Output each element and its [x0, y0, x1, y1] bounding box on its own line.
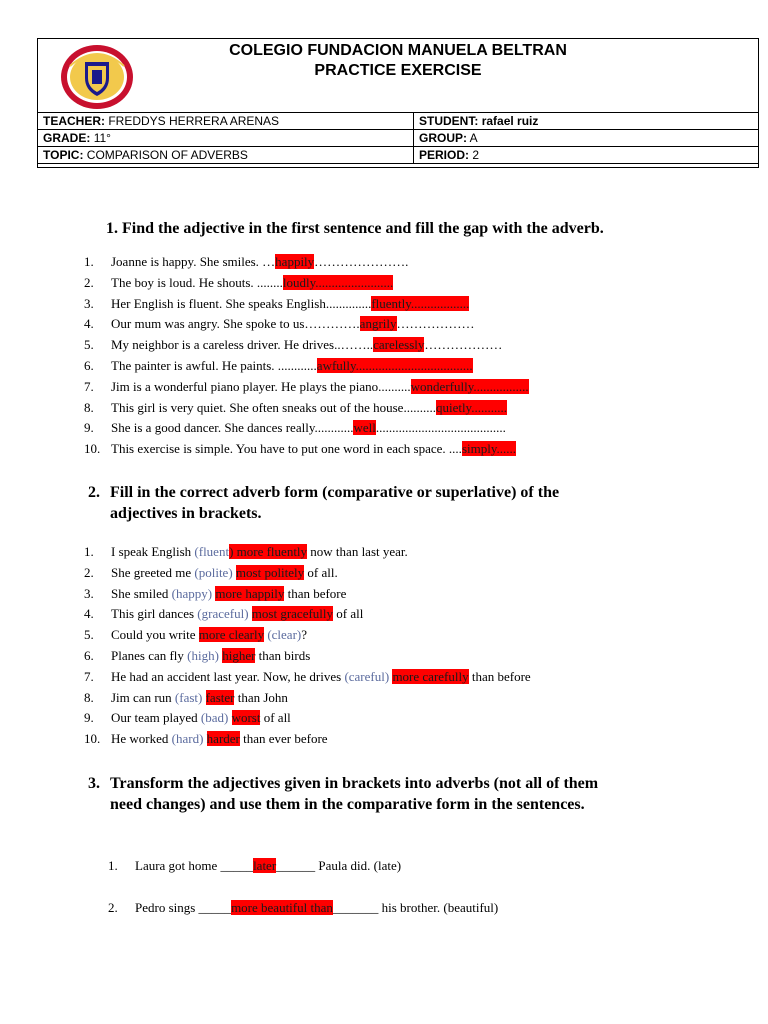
sentence-text: Her English is fluent. She speaks English.............. — [111, 295, 372, 311]
answer-highlight: worst — [231, 710, 261, 726]
bracket-adjective: (fluent — [194, 544, 230, 559]
list-item — [84, 273, 529, 294]
item-number: 6. — [84, 647, 94, 663]
trailing-dots: ……………… — [396, 316, 475, 332]
answer-highlight: well — [353, 420, 376, 436]
list-item — [84, 646, 531, 667]
item-number: 9. — [84, 710, 94, 726]
list-item — [108, 900, 498, 916]
bracket-adjective: (happy) — [171, 585, 216, 601]
sentence-text: Our mum was angry. She spoke to us…………. — [111, 316, 360, 332]
sentence-end: than John — [234, 689, 288, 705]
sentence-end: now than last year. — [307, 544, 408, 559]
sentence-end: _______ his brother. (beautiful) — [332, 900, 499, 915]
answer-highlight: wonderfully................. — [410, 378, 529, 394]
bracket-adjective: (bad) — [200, 710, 232, 726]
teacher-cell — [38, 113, 414, 130]
sentence-start: She greeted me — [111, 564, 195, 580]
list-item — [84, 314, 529, 335]
student-cell — [414, 113, 759, 130]
sentence-end: than before — [468, 668, 531, 684]
sentence-text: Joanne is happy. She smiles. … — [111, 254, 276, 269]
item-number: 2. — [84, 564, 94, 580]
sentence-text: This girl is very quiet. She often sneaks out of the house.......... — [111, 399, 436, 415]
sentence-end: of all. — [304, 564, 338, 580]
sentence-start: Jim can run — [111, 689, 175, 705]
answer-highlight: carelessly — [373, 337, 425, 353]
sentence-end: than ever before — [239, 731, 328, 747]
item-number: 8. — [84, 399, 94, 415]
student-name: rafael ruiz — [481, 114, 539, 128]
sentence-text: This exercise is simple. You have to put one word in each space. .... — [111, 441, 462, 457]
sentence-end: of all — [260, 710, 291, 726]
sentence-end: ______ Paula did. (late) — [276, 858, 402, 873]
period-value: 2 — [472, 148, 480, 162]
list-item — [84, 335, 529, 356]
item-number: 7. — [84, 378, 94, 394]
teacher-label: TEACHER: — [43, 114, 105, 128]
bracket-adjective: (polite) — [194, 564, 236, 580]
item-number: 2. — [108, 900, 118, 915]
answer-highlight: quietly........... — [435, 399, 507, 415]
section-3-heading-line2: need changes) and use them in the comparative form in the sentences. — [110, 796, 585, 813]
list-item — [84, 398, 529, 419]
answer-highlight: simply...... — [461, 441, 516, 457]
trailing-dots: ……………… — [424, 337, 503, 353]
item-number: 1. — [84, 544, 94, 559]
sentence-text: The boy is loud. He shouts. ........ — [111, 274, 283, 290]
info-row — [38, 130, 759, 147]
list-item — [84, 542, 531, 563]
trailing-dots: …………………. — [314, 254, 409, 269]
sentence-text: She is a good dancer. She dances really............ — [111, 420, 354, 436]
sentence-start: He worked — [111, 731, 172, 747]
trailing-dots: ........................................ — [375, 420, 506, 436]
sentence-start: Our team played — [111, 710, 201, 726]
topic-label: TOPIC: — [43, 148, 84, 162]
list-item — [84, 356, 529, 377]
bracket-adjective: (fast) — [174, 689, 206, 705]
info-table — [37, 112, 759, 164]
section-3-heading-line1: Transform the adjectives given in brackets into adverbs (not all of them — [110, 775, 599, 792]
period-label: PERIOD: — [419, 148, 470, 162]
document-type: PRACTICE EXERCISE — [314, 62, 482, 79]
school-name: COLEGIO FUNDACION MANUELA BELTRAN — [229, 42, 567, 59]
list-item — [84, 252, 529, 273]
info-row — [38, 147, 759, 164]
answer-highlight: later — [253, 858, 277, 873]
list-item — [84, 418, 529, 439]
sentence-text: Jim is a wonderful piano player. He plays the piano.......... — [111, 378, 411, 394]
sentence-start: Planes can fly — [111, 647, 188, 663]
list-item — [84, 688, 531, 709]
list-item — [84, 625, 531, 646]
answer-highlight: angrily — [359, 316, 397, 332]
answer-highlight: more happily — [215, 585, 285, 601]
sentence-text: The painter is awful. He paints. ............ — [111, 357, 317, 373]
item-number: 3. — [84, 295, 94, 311]
sentence-start: Pedro sings _____ — [135, 900, 232, 915]
item-number: 6. — [84, 357, 94, 373]
answer-highlight: awfully.................................... — [316, 357, 473, 373]
list-item — [84, 708, 531, 729]
sentence-start: Laura got home _____ — [135, 858, 254, 873]
answer-highlight: fluently.................. — [371, 295, 470, 311]
sentence-start: Could you write — [111, 627, 199, 643]
answer-highlight: more clearly — [198, 627, 265, 643]
teacher-name: FREDDYS HERRERA ARENAS — [108, 114, 280, 128]
answer-highlight: more carefully — [392, 668, 469, 684]
topic-cell — [38, 147, 414, 164]
answer-highlight: ) more fluently — [229, 544, 308, 559]
item-number: 10. — [84, 441, 101, 457]
section-2-heading-line2: adjectives in brackets. — [110, 505, 262, 522]
list-item — [108, 858, 401, 874]
section-1-list — [84, 252, 529, 460]
answer-highlight: harder — [206, 731, 240, 747]
sentence-start: He had an accident last year. Now, he drives — [111, 668, 345, 684]
sentence-end: than birds — [255, 647, 311, 663]
item-number: 7. — [84, 668, 94, 684]
group-cell — [414, 130, 759, 147]
header-box — [37, 38, 759, 168]
section-2-number: 2. — [88, 484, 100, 501]
topic-value: COMPARISON OF ADVERBS — [86, 148, 248, 162]
grade-label: GRADE: — [43, 131, 91, 145]
list-item — [84, 604, 531, 625]
list-item — [84, 294, 529, 315]
item-number: 8. — [84, 689, 94, 705]
answer-highlight: most politely — [235, 564, 305, 580]
answer-highlight: higher — [222, 647, 256, 663]
section-2-heading-line1: Fill in the correct adverb form (comparative or superlative) of the — [110, 484, 560, 501]
section-1-heading: 1. Find the adjective in the first sentence and fill the gap with the adverb. — [106, 220, 604, 237]
item-number: 1. — [84, 254, 94, 269]
sentence-text: My neighbor is a careless driver. He drives..…….. — [111, 337, 374, 353]
sentence-start: I speak English — [111, 544, 195, 559]
list-item — [84, 563, 531, 584]
bracket-adjective: (graceful) — [197, 606, 252, 622]
bracket-adjective: (clear) — [264, 627, 302, 643]
list-item — [84, 729, 531, 750]
grade-value: 11° — [93, 131, 111, 145]
item-number: 4. — [84, 606, 94, 622]
item-number: 5. — [84, 627, 94, 643]
answer-highlight: loudly........................ — [282, 274, 394, 290]
item-number: 9. — [84, 420, 94, 436]
list-item — [84, 584, 531, 605]
item-number: 5. — [84, 337, 94, 353]
answer-highlight: more beautiful than — [231, 900, 333, 915]
item-number: 3. — [84, 585, 94, 601]
sentence-end: ? — [301, 627, 308, 643]
list-item — [84, 377, 529, 398]
sentence-start: This girl dances — [111, 606, 198, 622]
answer-highlight: happily — [275, 254, 315, 269]
sentence-end: than before — [284, 585, 347, 601]
item-number: 2. — [84, 274, 94, 290]
answer-highlight: most gracefully — [251, 606, 334, 622]
period-cell — [414, 147, 759, 164]
list-item — [84, 439, 529, 460]
bracket-adjective: (careful) — [344, 668, 393, 684]
section-2-list — [84, 542, 531, 750]
sentence-start: She smiled — [111, 585, 172, 601]
item-number: 1. — [108, 858, 118, 873]
answer-highlight: faster — [205, 689, 235, 705]
group-value: A — [469, 131, 478, 145]
item-number: 10. — [84, 731, 101, 747]
section-3-number: 3. — [88, 775, 100, 792]
grade-cell — [38, 130, 414, 147]
bracket-adjective: (hard) — [171, 731, 207, 747]
list-item — [84, 667, 531, 688]
group-label: GROUP: — [419, 131, 467, 145]
sentence-end: of all — [333, 606, 364, 622]
item-number: 4. — [84, 316, 94, 332]
student-label: STUDENT: — [419, 114, 479, 128]
bracket-adjective: (high) — [187, 647, 223, 663]
info-row — [38, 113, 759, 130]
